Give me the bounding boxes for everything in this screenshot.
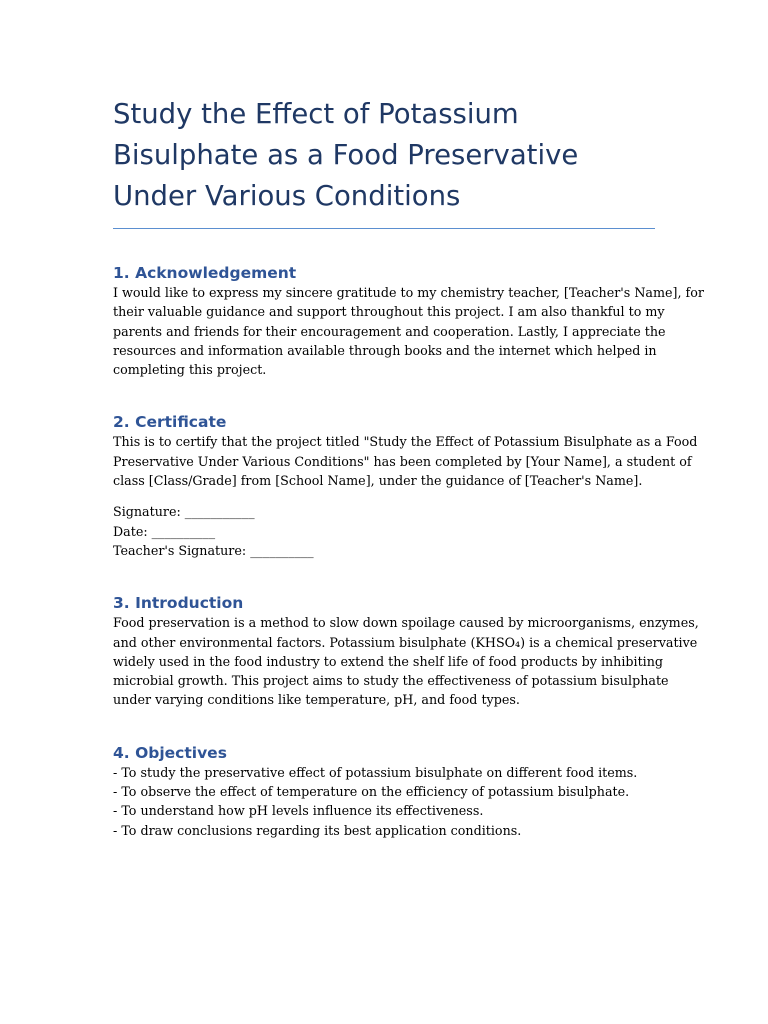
list-item: - To observe the effect of temperature on the efficiency of potassium bisulphate.	[113, 784, 630, 800]
objectives-list	[113, 763, 655, 840]
list-item: - To understand how pH levels influence its effectiveness.	[113, 803, 484, 819]
objectives-section	[113, 743, 655, 840]
introduction-heading: 3. Introduction	[113, 594, 244, 613]
title-line: Under Various Conditions	[113, 180, 461, 212]
paragraph-line: Food preservation is a method to slow down spoilage caused by microorganisms, enzymes,	[113, 615, 699, 631]
paragraph-line: under varying conditions like temperature, pH, and food types.	[113, 692, 520, 708]
certificate-section	[113, 412, 698, 560]
document-title	[113, 94, 655, 217]
paragraph-line: widely used in the food industry to extend the shelf life of food products by inhibiting	[113, 653, 664, 669]
acknowledgement-paragraph	[113, 283, 704, 379]
list-item: - To draw conclusions regarding its best application conditions.	[113, 822, 522, 838]
acknowledgement-heading: 1. Acknowledgement	[113, 264, 297, 282]
acknowledgement-section	[113, 263, 704, 379]
paragraph-line: class [Class/Grade] from [School Name], under the guidance of [Teacher's Name].	[113, 473, 643, 489]
certificate-paragraph	[113, 432, 698, 490]
introduction-paragraph	[113, 613, 699, 709]
introduction-section	[113, 593, 699, 709]
paragraph-line: I would like to express my sincere gratitude to my chemistry teacher, [Teacher's Name], for	[113, 285, 704, 300]
title-line: Bisulphate as a Food Preservative	[113, 139, 579, 171]
paragraph-line: This is to certify that the project titled "Study the Effect of Potassium Bisulphate as a Food	[113, 434, 698, 450]
list-item: - To study the preservative effect of potassium bisulphate on different food items.	[113, 764, 638, 780]
paragraph-line: and other environmental factors. Potassium bisulphate (KHSO₄) is a chemical preservative	[113, 634, 698, 650]
title-divider	[113, 228, 655, 229]
objectives-heading: 4. Objectives	[113, 743, 227, 762]
date-line: Date: __________	[113, 523, 216, 539]
paragraph-line: completing this project.	[113, 362, 267, 378]
teacher-signature-line: Teacher's Signature: __________	[113, 542, 314, 558]
certificate-heading: 2. Certificate	[113, 413, 227, 432]
title-line: Study the Effect of Potassium	[113, 98, 519, 130]
paragraph-line: Preservative Under Various Conditions" has been completed by [Your Name], a student of	[113, 453, 692, 469]
paragraph-line: resources and information available through books and the internet which helped in	[113, 342, 657, 358]
paragraph-line: their valuable guidance and support throughout this project. I am also thankful to my	[113, 304, 665, 320]
signature-block	[113, 502, 655, 560]
signature-line: Signature: ___________	[113, 504, 255, 520]
paragraph-line: microbial growth. This project aims to study the effectiveness of potassium bisulphate	[113, 673, 669, 689]
paragraph-line: parents and friends for their encouragement and cooperation. Lastly, I appreciate the	[113, 323, 666, 339]
